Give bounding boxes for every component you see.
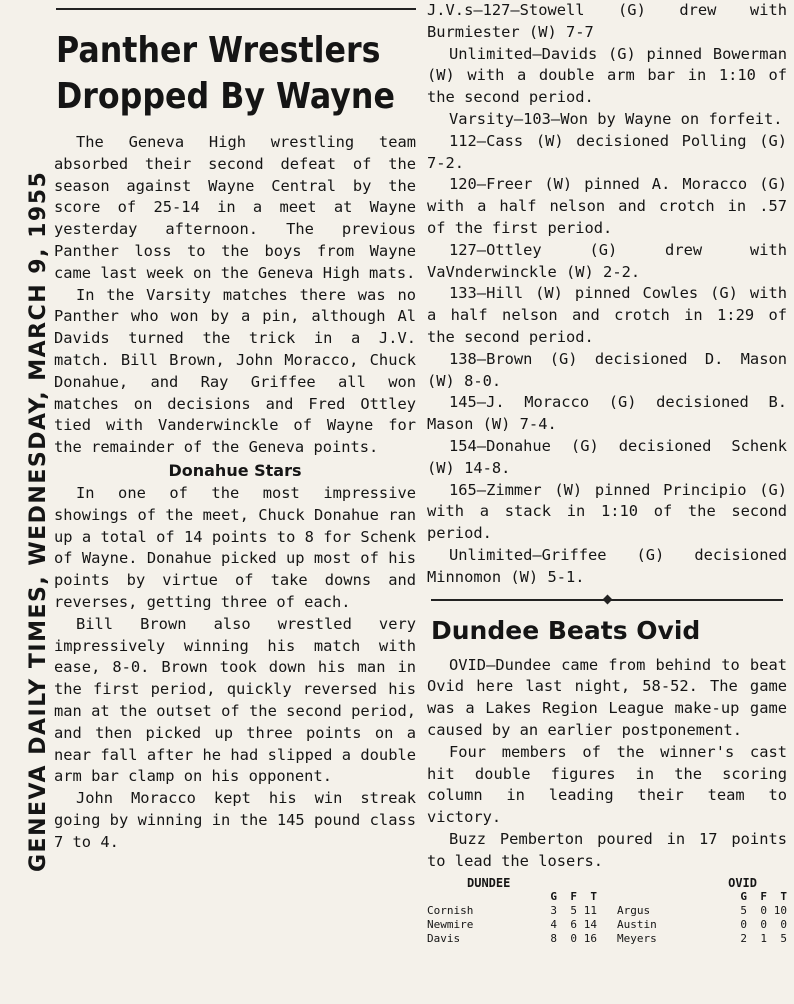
article1-paragraph: In one of the most impressive showings of the meet, Chuck Donahue ran up a total of 14 points to 8 for Schenk of Wayne. Donahue picked up most of his points by virtue of take downs and reverses, getting three of each.: [54, 483, 416, 611]
col-t: T: [780, 890, 787, 904]
col-t: T: [590, 890, 597, 904]
col-g: G: [550, 890, 557, 904]
top-rule: [56, 8, 416, 10]
result-line: 165—Zimmer (W) pinned Principio (G) with a stack in 1:10 of the second period.: [427, 480, 787, 543]
result-line: Unlimited—Griffee (G) decisioned Minnomon (W) 5-1.: [427, 545, 787, 586]
article2-paragraph: OVID—Dundee came from behind to beat Ovid here last night, 58-52. The game was a Lakes Region League make-up game caused by an earlier postponement.: [427, 655, 787, 739]
article2-headline: Dundee Beats Ovid: [431, 615, 701, 645]
box-score-row: Cornish 3 5 11 Argus 5 0 10: [427, 904, 787, 918]
section-divider: [431, 599, 783, 601]
article1-paragraph: Bill Brown also wrestled very impressively winning his match with ease, 8-0. Brown took down his man in the first period, quickly reversed his man at the outset of the second period, and then picked up three points on a near fall after he had slipped a double arm bar clamp on his opponent.: [54, 614, 416, 786]
right-column: [427, 0, 787, 946]
divider-ornament: [603, 594, 613, 604]
result-line: Varsity—103—Won by Wayne on forfeit.: [449, 109, 783, 128]
article1-subhead: Donahue Stars: [168, 460, 302, 480]
away-team: OVID: [728, 876, 757, 891]
box-score-row: Newmire 4 6 14 Austin 0 0 0: [427, 918, 787, 932]
result-line: 127—Ottley (G) drew with VaVnderwinckle (W) 2-2.: [427, 240, 787, 281]
masthead-text: GENEVA DAILY TIMES, WEDNESDAY, MARCH 9, 1955: [26, 170, 51, 872]
left-column: [54, 0, 416, 854]
article1-paragraph: In the Varsity matches there was no Panther who won by a pin, although Al Davids turned the trick in a J.V. match. Bill Brown, John Moracco, Chuck Donahue, and Ray Griffee all won matches on decisions and Fred Ottley tied with Vanderwinckle of Wayne for the remainder of the Geneva points.: [54, 285, 416, 457]
result-line: 138—Brown (G) decisioned D. Mason (W) 8-0.: [427, 349, 787, 390]
box-score: [427, 876, 787, 946]
result-line: 145—J. Moracco (G) decisioned B. Mason (W) 7-4.: [427, 393, 787, 434]
col-f: F: [760, 890, 767, 904]
result-line: 120—Freer (W) pinned A. Moracco (G) with a half nelson and crotch in .57 of the first period.: [427, 175, 787, 237]
box-score-teams: [427, 876, 787, 890]
box-score-columns: [427, 890, 787, 904]
article1-headline: Panther Wrestlers Dropped By Wayne: [56, 30, 395, 117]
article2-paragraph: Four members of the winner's cast hit double figures in the scoring column in leading their team to victory.: [427, 742, 787, 827]
result-line: 133—Hill (W) pinned Cowles (G) with a half nelson and crotch in 1:29 of the second period.: [427, 284, 787, 346]
article2-paragraph: Buzz Pemberton poured in 17 points to lead the losers.: [427, 829, 787, 870]
result-line: 112—Cass (W) decisioned Polling (G) 7-2.: [427, 131, 787, 172]
article1-paragraph: The Geneva High wrestling team absorbed their second defeat of the season against Wayne Central by the score of 25-14 in a meet at Wayne yesterday afternoon. The previous Panther loss to the boys from Wayne came last week on the Geneva High mats.: [54, 133, 416, 282]
article1-paragraph: John Moracco kept his win streak going by winning in the 145 pound class 7 to 4.: [54, 789, 416, 851]
col-g: G: [740, 890, 747, 904]
result-line: Unlimited—Davids (G) pinned Bowerman (W) with a double arm bar in 1:10 of the second period.: [427, 44, 787, 107]
result-line: 154—Donahue (G) decisioned Schenk (W) 14-8.: [427, 436, 787, 477]
home-team: DUNDEE: [467, 876, 511, 891]
col-f: F: [570, 890, 577, 904]
box-score-row: Davis 8 0 16 Meyers 2 1 5: [427, 932, 787, 946]
masthead-vertical: [6, 10, 51, 1000]
result-line: J.V.s—127—Stowell (G) drew with Burmiester (W) 7-7: [427, 1, 787, 41]
